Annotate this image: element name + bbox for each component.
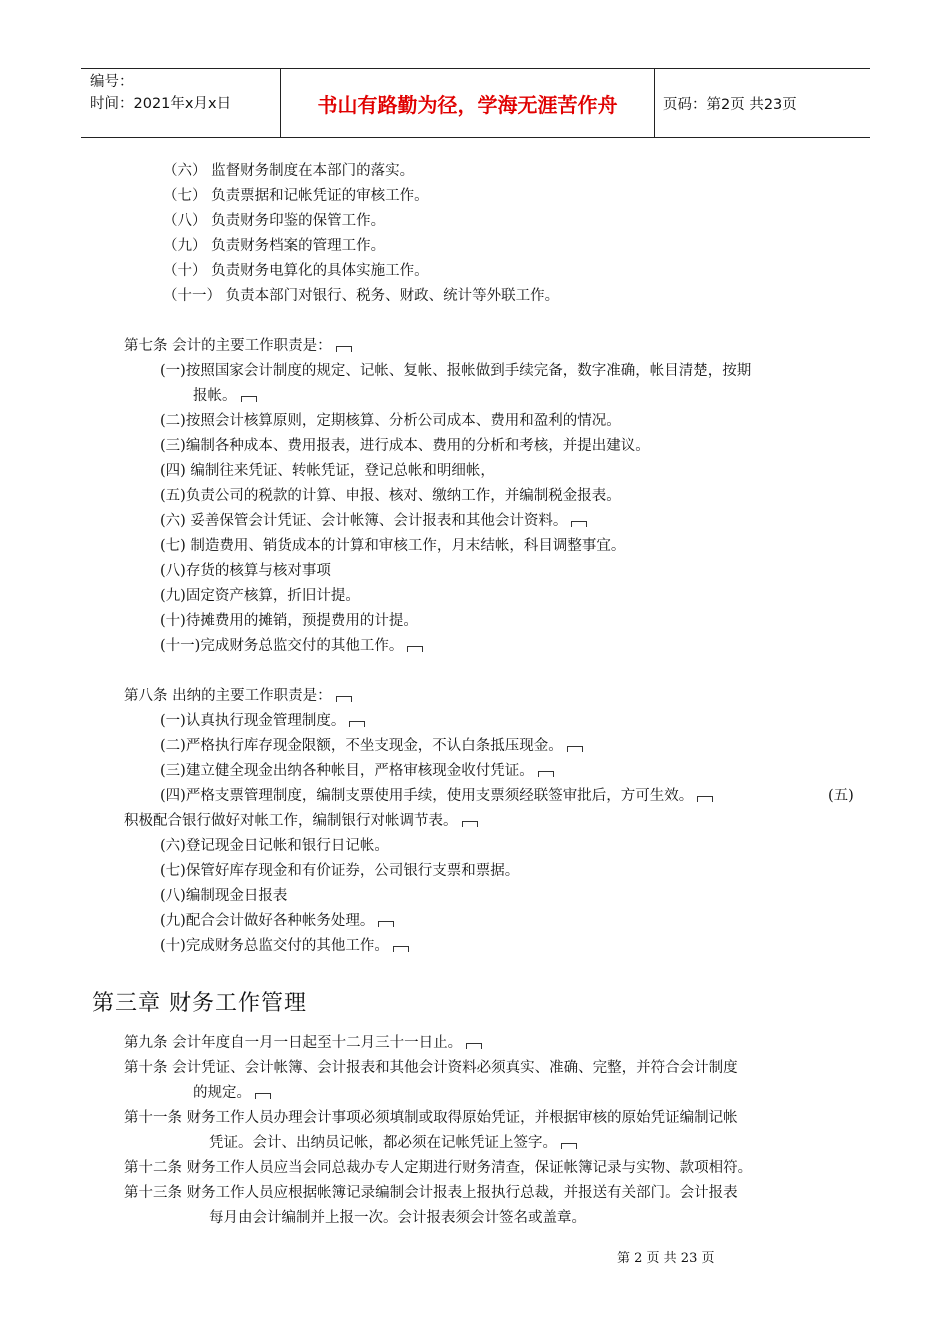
line-text: (五)负责公司的税款的计算、申报、核对、缴纳工作，并编制税金报表。 (160, 488, 621, 504)
line-text: 第九条 会计年度自一月一日起至十二月三十一日止。 (124, 1035, 463, 1051)
text-line (160, 911, 394, 931)
paragraph-mark-icon (336, 696, 352, 702)
text-line (163, 286, 559, 306)
paragraph-mark-icon (336, 346, 352, 352)
text-line (160, 536, 625, 556)
line-text: (九)配合会计做好各种帐务处理。 (160, 913, 375, 929)
line-text: 第八条 出纳的主要工作职责是： (124, 688, 332, 704)
line-text: （八） 负责财务印鉴的保管工作。 (163, 213, 386, 229)
text-line (163, 211, 385, 231)
text-line (160, 886, 287, 906)
text-line (160, 636, 423, 656)
line-text: 第十一条 财务工作人员办理会计事项必须填制或取得原始凭证，并根据审核的原始凭证编制记帐 (124, 1110, 738, 1126)
text-line (163, 161, 414, 181)
line-text: (九)固定资产核算，折旧计提。 (160, 588, 360, 604)
line-text: (七)保管好库存现金和有价证券，公司银行支票和票据。 (160, 863, 520, 879)
line-text: (一)按照国家会计制度的规定、记帐、复帐、报帐做到手续完备，数字准确，帐目清楚，按期 (160, 363, 752, 379)
line-text: (一)认真执行现金管理制度。 (160, 713, 346, 729)
text-line (163, 236, 385, 256)
line-text: 第三章 财务工作管理 (92, 991, 307, 1016)
text-line (193, 386, 257, 406)
text-line (160, 836, 389, 856)
paragraph-mark-icon (567, 746, 583, 752)
text-line (160, 511, 587, 531)
header-page-info: 页码：第2页 共23页 (663, 96, 797, 113)
text-line (160, 586, 360, 606)
paragraph-mark-icon (241, 396, 257, 402)
text-line (160, 936, 409, 956)
text-line (160, 861, 519, 881)
line-text: 报帐。 (193, 388, 237, 404)
paragraph-mark-icon (349, 721, 365, 727)
line-text: (四) 编制往来凭证、转帐凭证，登记总帐和明细帐， (160, 463, 495, 479)
header-motto: 书山有路勤为径，学海无涯苦作舟 (281, 69, 655, 137)
text-line (193, 1083, 271, 1103)
text-line (160, 761, 554, 781)
paragraph-mark-icon (255, 1093, 271, 1099)
line-text: (十一)完成财务总监交付的其他工作。 (160, 638, 404, 654)
line-text: 每月由会计编制并上报一次。会计报表须会计签名或盖章。 (209, 1210, 586, 1226)
text-line (163, 186, 429, 206)
paragraph-mark-icon (538, 771, 554, 777)
line-text: 第十三条 财务工作人员应根据帐簿记录编制会计报表上报执行总裁，并报送有关部门。会计报表 (124, 1185, 738, 1201)
text-line (160, 361, 751, 381)
paragraph-mark-icon (462, 821, 478, 827)
line-text: 积极配合银行做好对帐工作，编制银行对帐调节表。 (124, 813, 458, 829)
text-line (160, 411, 621, 431)
line-text: (二)按照会计核算原则，定期核算、分析公司成本、费用和盈利的情况。 (160, 413, 621, 429)
paragraph-mark-icon (466, 1043, 482, 1049)
line-text: (八)编制现金日报表 (160, 888, 288, 904)
line-text: (十)待摊费用的摊销，预提费用的计提。 (160, 613, 418, 629)
header-meta (81, 69, 281, 137)
line-text: （十一） 负责本部门对银行、税务、财政、统计等外联工作。 (163, 288, 560, 304)
line-text: (六)登记现金日记帐和银行日记帐。 (160, 838, 389, 854)
document-number-label: 编号： (90, 74, 134, 90)
text-line (124, 686, 352, 706)
line-text: 第十条 会计凭证、会计帐簿、会计报表和其他会计资料必须真实、准确、完整，并符合会计制度 (124, 1060, 738, 1076)
text-line (124, 1108, 738, 1128)
line-text: (三)编制各种成本、费用报表，进行成本、费用的分析和考核，并提出建议。 (160, 438, 650, 454)
line-text: (十)完成财务总监交付的其他工作。 (160, 938, 389, 954)
line-text: （九） 负责财务档案的管理工作。 (163, 238, 386, 254)
text-line (124, 1183, 738, 1203)
line-text: (三)建立健全现金出纳各种帐目，严格审核现金收付凭证。 (160, 763, 534, 779)
line-text: (五) (828, 788, 854, 804)
text-line (163, 261, 429, 281)
text-line (160, 786, 713, 806)
text-line (160, 736, 583, 756)
text-line (209, 1208, 586, 1228)
paragraph-mark-icon (378, 921, 394, 927)
text-line (209, 1133, 577, 1153)
text-line (160, 436, 650, 456)
line-text: (四)严格支票管理制度，编制支票使用手续，使用支票须经联签审批后，方可生效。 (160, 788, 694, 804)
line-text: （七） 负责票据和记帐凭证的审核工作。 (163, 188, 429, 204)
paragraph-mark-icon (393, 946, 409, 952)
text-line (160, 461, 495, 481)
line-text: (七) 制造费用、销货成本的计算和审核工作，月末结帐，科目调整事宜。 (160, 538, 626, 554)
line-text: (二)严格执行库存现金限额，不坐支现金，不认白条抵压现金。 (160, 738, 563, 754)
line-text: 第十二条 财务工作人员应当会同总裁办专人定期进行财务清查，保证帐簿记录与实物、款项相符。 (124, 1160, 753, 1176)
text-line (160, 611, 418, 631)
page-header (81, 68, 870, 138)
text-line (124, 1033, 482, 1053)
line-text: （六） 监督财务制度在本部门的落实。 (163, 163, 415, 179)
line-text: 的规定。 (193, 1085, 251, 1101)
line-text: 凭证。会计、出纳员记帐，都必须在记帐凭证上签字。 (209, 1135, 557, 1151)
paragraph-mark-icon (571, 521, 587, 527)
text-line (160, 486, 621, 506)
paragraph-mark-icon (561, 1143, 577, 1149)
paragraph-mark-icon (697, 796, 713, 802)
line-text: 第七条 会计的主要工作职责是： (124, 338, 332, 354)
line-text: （十） 负责财务电算化的具体实施工作。 (163, 263, 429, 279)
text-line (124, 336, 352, 356)
text-line (160, 711, 365, 731)
page-footer: 第 2 页 共 23 页 (617, 1251, 715, 1266)
text-line (124, 1158, 752, 1178)
text-line (124, 811, 478, 831)
text-line (124, 1058, 738, 1078)
text-line (160, 561, 331, 581)
chapter-heading (92, 990, 307, 1018)
line-text: (六) 妥善保管会计凭证、会计帐簿、会计报表和其他会计资料。 (160, 513, 568, 529)
text-line (828, 786, 854, 806)
line-text: (八)存货的核算与核对事项 (160, 563, 331, 579)
paragraph-mark-icon (407, 646, 423, 652)
document-date: 时间：2021年x月x日 (90, 96, 232, 112)
